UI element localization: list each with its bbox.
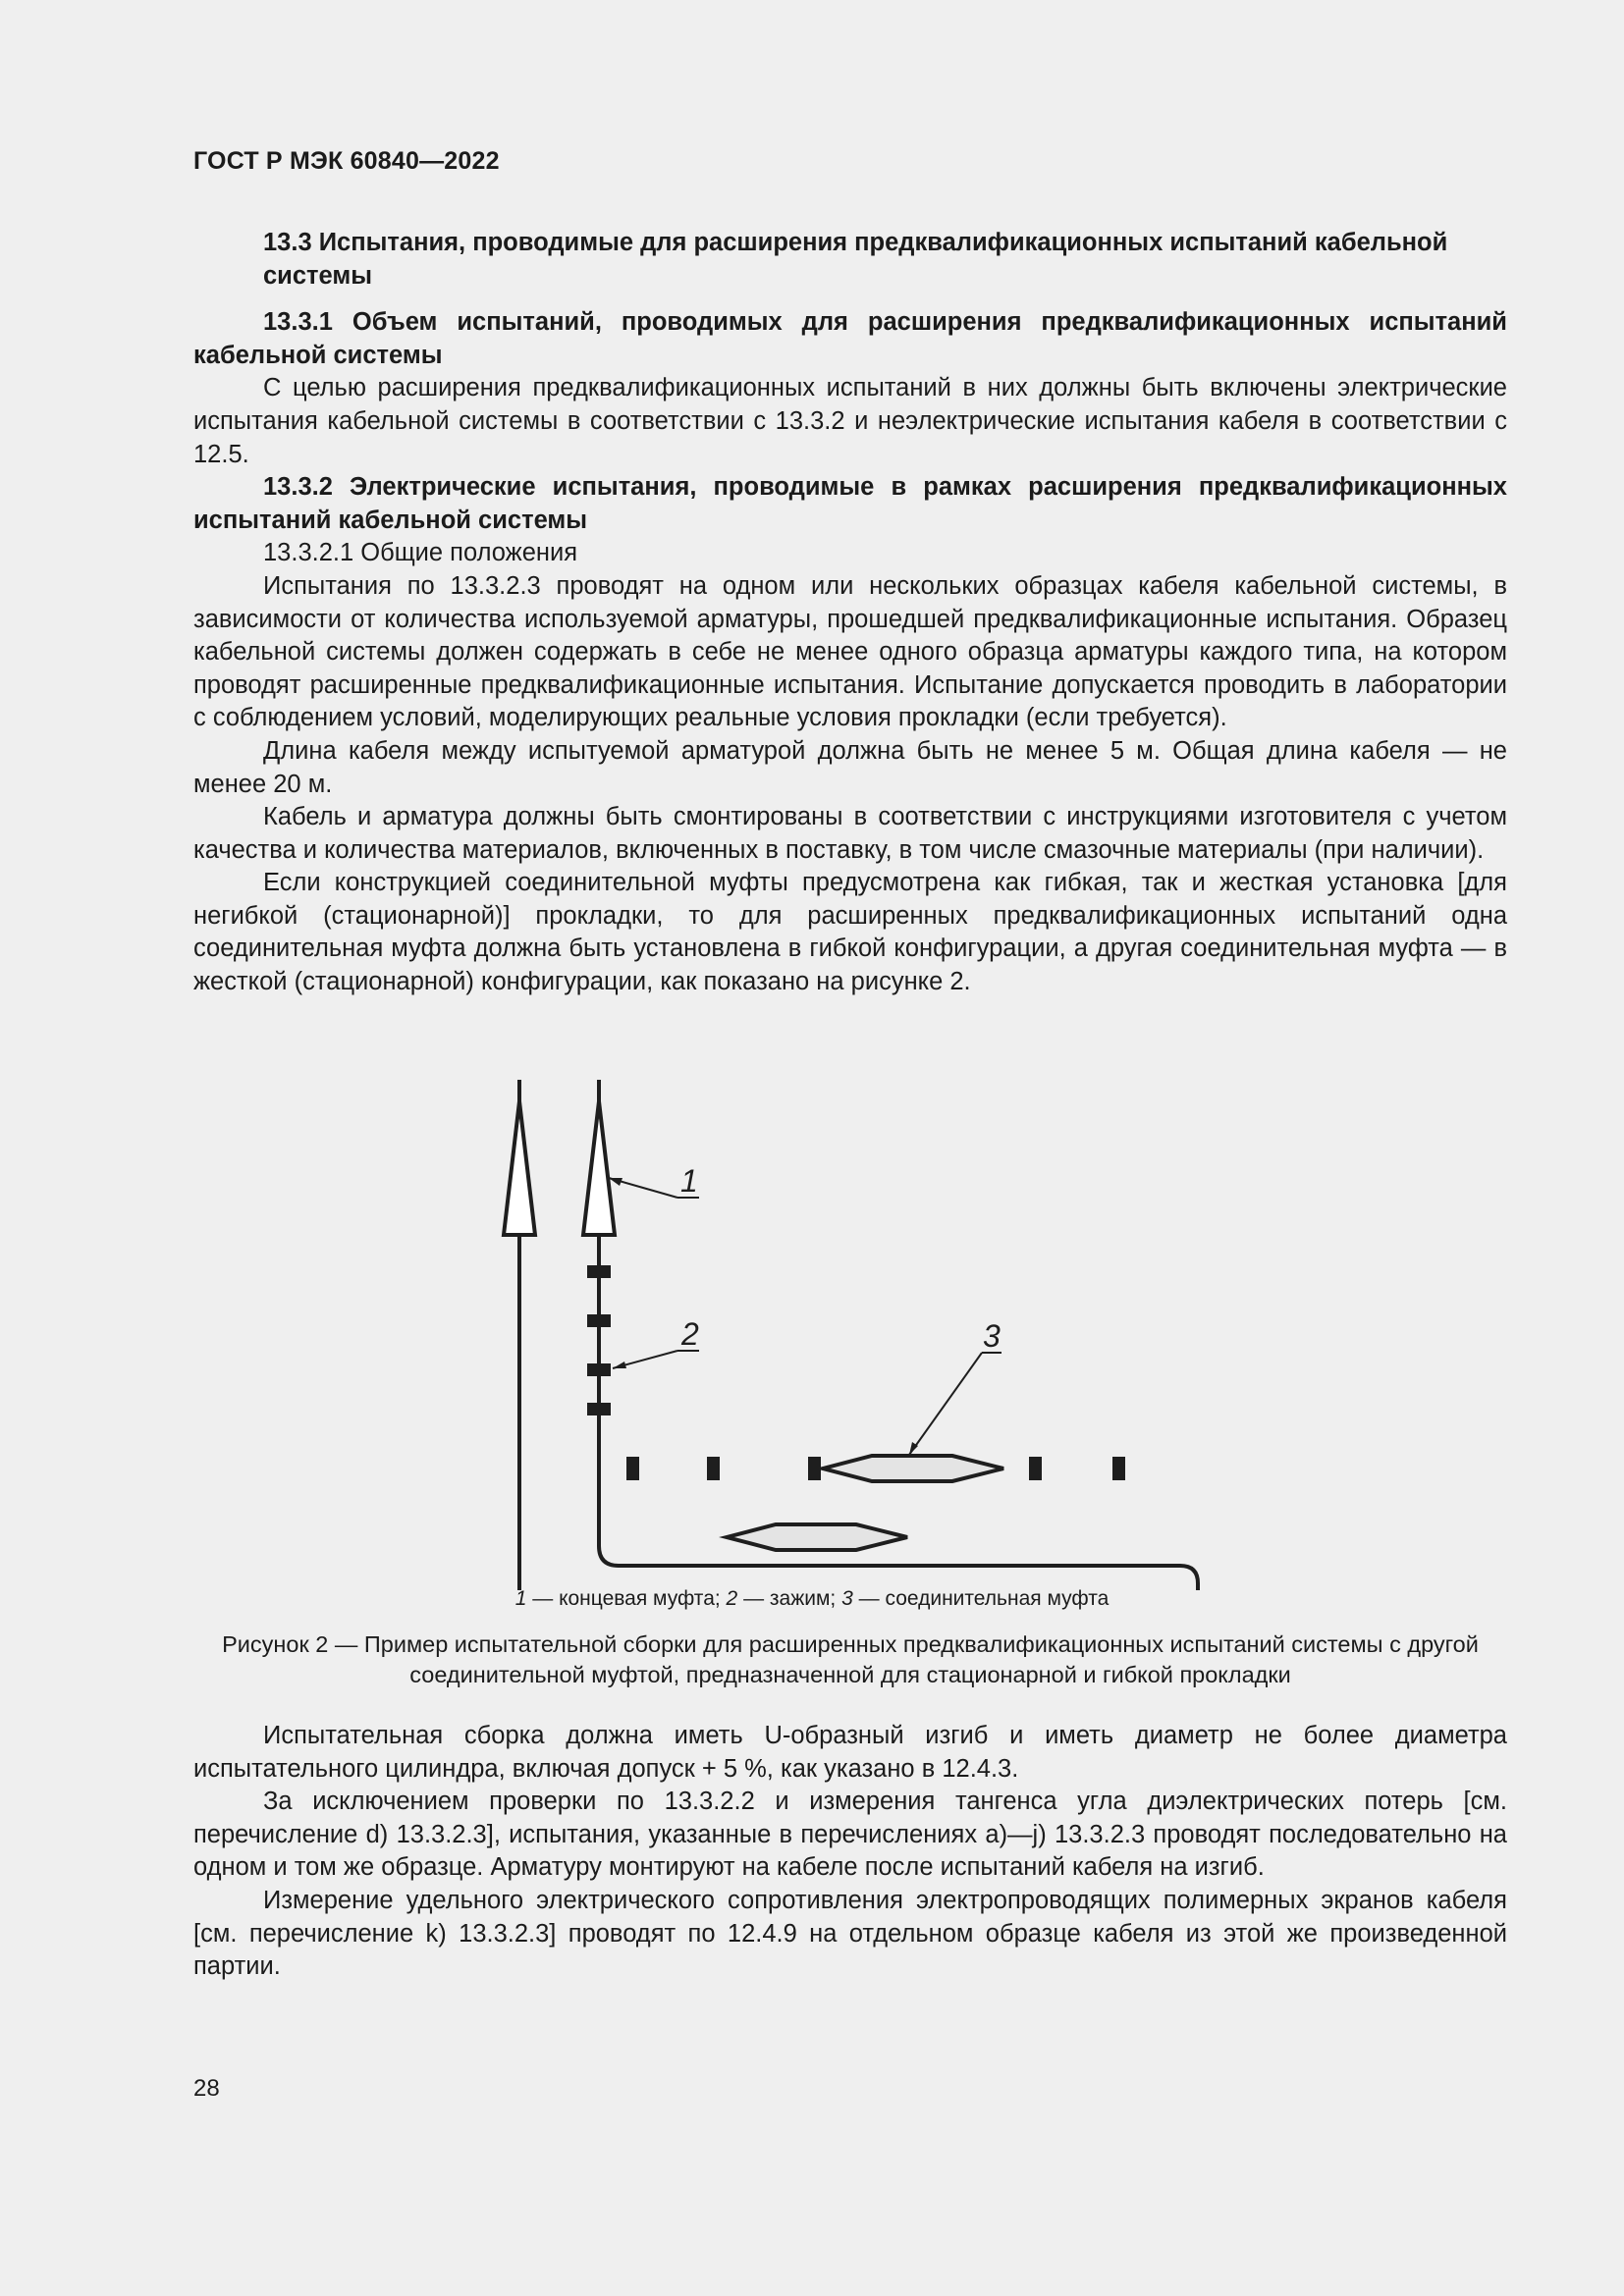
test-assembly-diagram <box>0 1080 1624 1590</box>
joint-lower <box>727 1524 907 1550</box>
clamp <box>587 1314 611 1327</box>
clamp <box>587 1363 611 1376</box>
figure-legend <box>0 1587 1624 1611</box>
leader-1-arrow <box>609 1178 623 1186</box>
section-13-3-title: 13.3 Испытания, проводимые для расширения предквалификационных испытаний кабельной системы <box>263 229 1448 290</box>
callout-3: 3 <box>983 1318 1001 1354</box>
joint-upper <box>823 1456 1003 1481</box>
section-13-3-2-title: 13.3.2 Электрические испытания, проводимые в рамках расширения предквалификационных испытаний кабельной системы <box>193 473 1507 534</box>
callout-1: 1 <box>680 1163 698 1199</box>
leader-3 <box>909 1353 982 1455</box>
termination-left <box>504 1101 535 1235</box>
termination-right <box>583 1101 615 1235</box>
callout-2: 2 <box>681 1316 699 1352</box>
paragraph-7: Измерение удельного электрического сопротивления электропроводящих полимерных экранов кабеля [см. перечисление k) 13.3.2.3] проводят по 12.4.9 на отдельном образце кабеля из этой же произведенной партии. <box>193 1886 1507 1981</box>
section-13-3-1-text: С целью расширения предквалификационных испытаний в них должны быть включены электрические испытания кабельной системы в соответствии с 13.3.2 и неэлектрические испытания кабеля в соответствии с 12.5. <box>193 374 1507 468</box>
clamp <box>587 1265 611 1278</box>
clamp <box>587 1403 611 1415</box>
figure-caption: Рисунок 2 — Пример испытательной сборки для расширенных предквалификационных испытаний системы с другой соединительной муфтой, предназначенной для стационарной и гибкой прокладки <box>222 1631 1479 1687</box>
paragraph-3: Кабель и арматура должны быть смонтированы в соответствии с инструкциями изготовителя с учетом качества и количества материалов, включенных в поставку, в том числе смазочные материалы (при наличии). <box>193 803 1507 864</box>
paragraph-1: Испытания по 13.3.2.3 проводят на одном или нескольких образцах кабеля кабельной системы, в зависимости от количества используемой арматуры, прошедшей предквалификационные испытания. Образец кабельной системы должен содержать в себе не менее одного образца арматуры каждого типа, на котором проводят расширенные предквалификационные испытания. Испытание допускается проводить в лаборатории с соблюдением условий, моделирующих реальные условия прокладки (если требуется). <box>193 571 1507 732</box>
legend-num-3: 3 <box>841 1587 853 1610</box>
paragraph-4: Если конструкцией соединительной муфты предусмотрена как гибкая, так и жесткая установка [для негибкой (стационарной)] прокладки, то для расширенных предквалификационных испытаний одна соединительная муфта должна быть установлена в гибкой конфигурации, а другая соединительная муфта — в жесткой (стационарной) конфигурации, как показано на рисунке 2. <box>193 869 1507 996</box>
figure-2 <box>0 1080 1624 1590</box>
paragraph-2: Длина кабеля между испытуемой арматурой должна быть не менее 5 м. Общая длина кабеля — не менее 20 м. <box>193 736 1507 798</box>
clamp <box>1029 1457 1042 1480</box>
document-header: ГОСТ Р МЭК 60840—2022 <box>193 147 500 175</box>
paragraph-6: За исключением проверки по 13.3.2.2 и измерения тангенса угла диэлектрических потерь [см. перечисление d) 13.3.2.3], испытания, указанные в перечислениях a)—j) 13.3.2.3 проводят последовательно на одном и том же образце. Арматуру монтируют на кабеле после испытаний кабеля на изгиб. <box>193 1788 1507 1882</box>
section-13-3-1-title: 13.3.1 Объем испытаний, проводимых для расширения предквалификационных испытаний кабельной системы <box>193 308 1507 369</box>
page-number: 28 <box>193 2075 220 2102</box>
cable-loop <box>519 1080 1198 1590</box>
legend-text-1: — концевая муфта; <box>526 1587 727 1610</box>
clamp <box>626 1457 639 1480</box>
clamp <box>1112 1457 1125 1480</box>
legend-num-1: 1 <box>514 1587 527 1610</box>
clamp <box>707 1457 720 1480</box>
legend-text-3: — соединительная муфта <box>852 1587 1110 1610</box>
leader-2-arrow <box>613 1362 626 1368</box>
section-13-3-2-1-title: 13.3.2.1 Общие положения <box>263 539 578 567</box>
legend-num-2: 2 <box>726 1587 738 1610</box>
paragraph-5: Испытательная сборка должна иметь U-образный изгиб и иметь диаметр не более диаметра испытательного цилиндра, включая допуск + 5 %, как указано в 12.4.3. <box>193 1722 1507 1783</box>
legend-text-2: — зажим; <box>737 1587 842 1610</box>
top-text-block <box>193 227 1507 999</box>
bottom-text-block <box>193 1720 1507 1984</box>
